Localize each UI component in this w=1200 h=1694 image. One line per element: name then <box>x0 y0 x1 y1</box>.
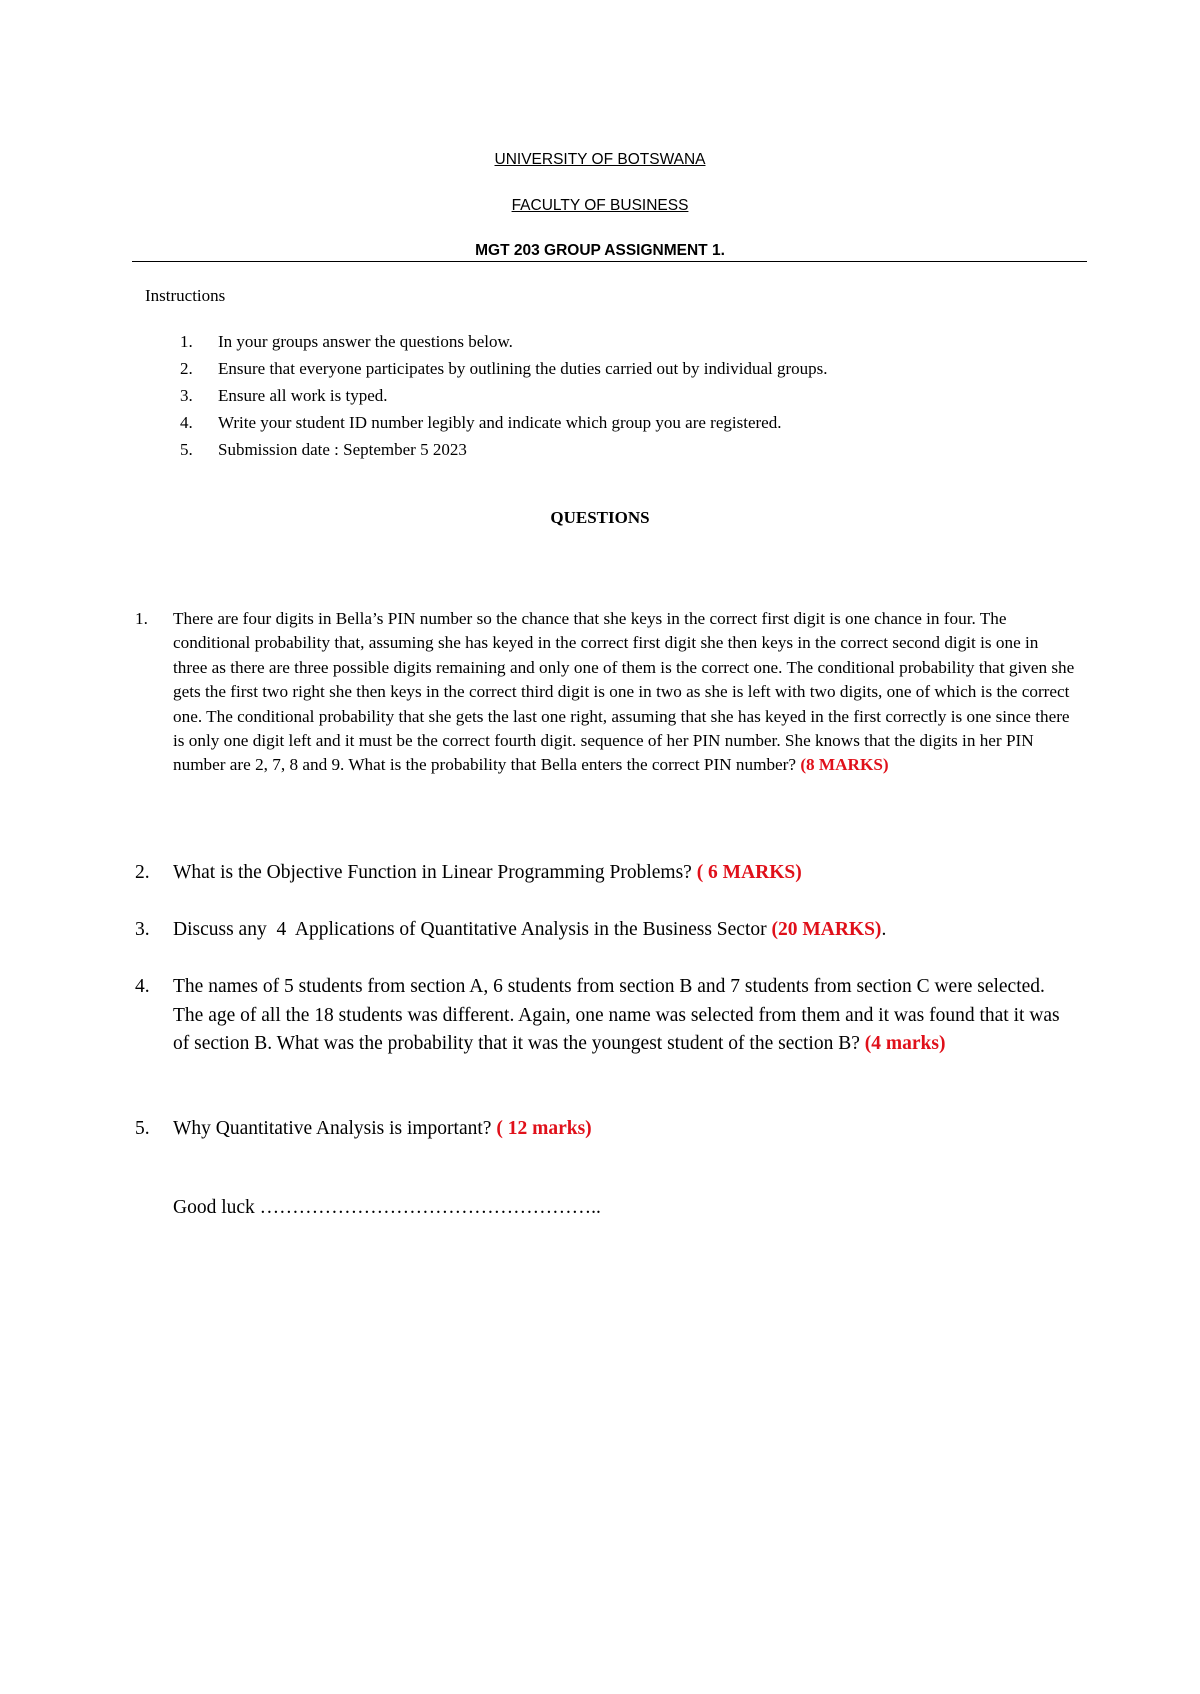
question-text: What is the Objective Function in Linear Programming Problems? <box>173 862 692 883</box>
instruction-item <box>180 355 828 382</box>
question-number: 3. <box>135 919 150 940</box>
question-text: The names of 5 students from section A, 6 students from section B and 7 students from section C were selected. The age of all the 18 students was different. Again, one name was selected from them and it was found that it was of section B. What was the probability that it was the youngest student of the section B? <box>173 976 1060 1054</box>
closing-dots: …………………………………………….. <box>259 1197 601 1218</box>
question-3 <box>135 916 1075 945</box>
questions-heading: QUESTIONS <box>550 508 650 527</box>
instruction-item <box>180 409 828 436</box>
instruction-number: 1. <box>180 332 193 351</box>
question-text: Discuss any 4 Applications of Quantitative Analysis in the Business Sector <box>173 919 767 940</box>
question-suffix: . <box>881 919 887 940</box>
question-marks: (4 marks) <box>864 1033 946 1054</box>
question-text: Why Quantitative Analysis is important? <box>173 1118 492 1139</box>
instruction-text: Write your student ID number legibly and indicate which group you are registered. <box>218 413 782 432</box>
header-divider <box>132 261 1087 262</box>
instruction-number: 4. <box>180 413 193 432</box>
closing-text: Good luck <box>173 1197 255 1218</box>
question-4 <box>135 973 1075 1059</box>
instruction-item <box>180 328 828 355</box>
question-number: 5. <box>135 1118 150 1139</box>
instruction-item <box>180 436 828 463</box>
assignment-title: MGT 203 GROUP ASSIGNMENT 1. <box>475 242 725 259</box>
question-text: There are four digits in Bella’s PIN number so the chance that she keys in the correct first digit is one chance in four. The conditional probability that, assuming she has keyed in the correct first digit she then keys in the correct second digit is one in three as there are three possible digits remaining and only one of them is the correct one. The conditional probability that given she gets the first two right she then keys in the correct third digit is one in two as she is left with two digits, one of which is the correct one. The conditional probability that she gets the last one right, assuming that she has keyed in the first correctly is one since there is only one digit left and it must be the correct fourth digit. sequence of her PIN number. She knows that the digits in her PIN number are 2, 7, 8 and 9. What is the probability that Bella enters the correct PIN number? <box>173 609 1075 775</box>
question-marks: (20 MARKS) <box>771 919 882 940</box>
instruction-number: 2. <box>180 359 193 378</box>
instruction-number: 5. <box>180 440 193 459</box>
question-number: 1. <box>135 609 148 628</box>
instruction-item <box>180 382 828 409</box>
instruction-text: Ensure all work is typed. <box>218 386 388 405</box>
closing-line <box>173 1195 601 1221</box>
faculty-name: FACULTY OF BUSINESS <box>511 197 689 214</box>
question-marks: (8 MARKS) <box>800 755 889 775</box>
instructions-list <box>180 328 828 463</box>
instruction-text: Ensure that everyone participates by outlining the duties carried out by individual groups. <box>218 359 828 378</box>
university-name: UNIVERSITY OF BOTSWANA <box>494 151 706 168</box>
question-number: 4. <box>135 976 150 997</box>
question-5 <box>135 1115 1075 1144</box>
question-marks: ( 12 marks) <box>496 1118 592 1139</box>
question-marks: ( 6 MARKS) <box>696 862 802 883</box>
instructions-title: Instructions <box>145 286 226 305</box>
question-number: 2. <box>135 862 150 883</box>
instruction-text: Submission date : September 5 2023 <box>218 440 467 459</box>
instruction-text: In your groups answer the questions below. <box>218 332 513 351</box>
question-1 <box>135 607 1075 778</box>
instruction-number: 3. <box>180 386 193 405</box>
question-2 <box>135 859 1075 888</box>
